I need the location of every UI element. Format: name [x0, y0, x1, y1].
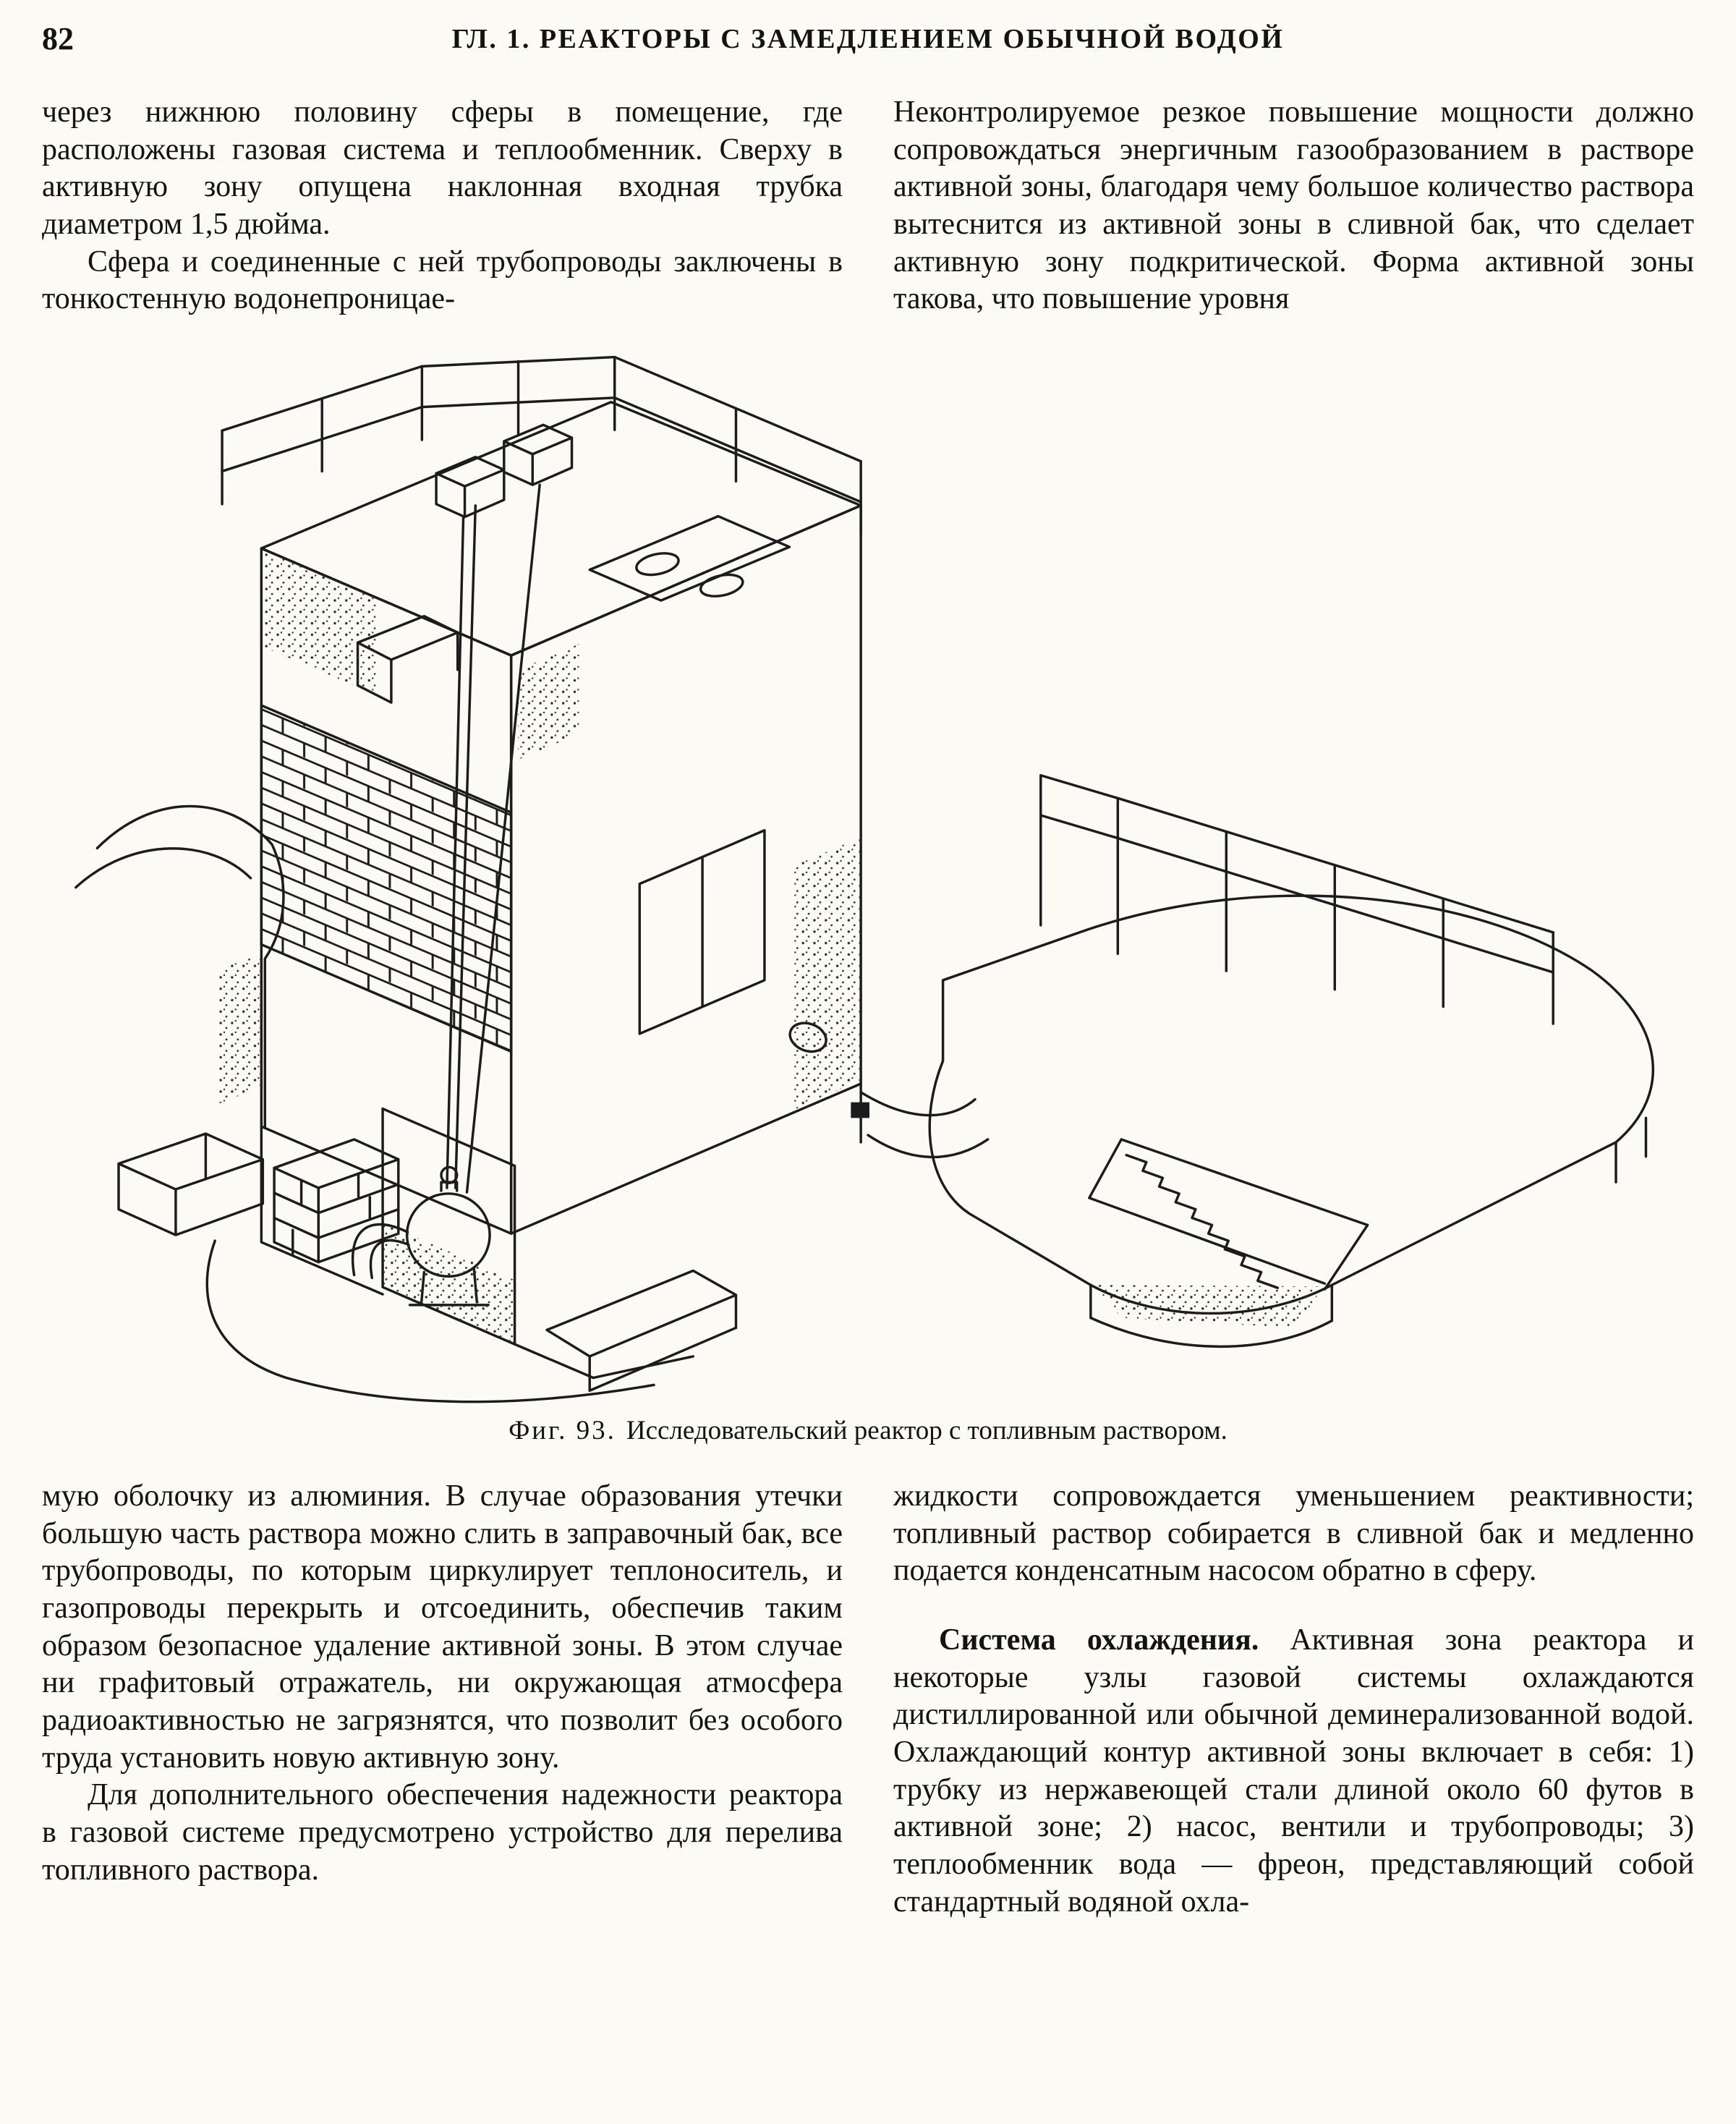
- top-left-column: [42, 94, 843, 318]
- paragraph: Для дополнительного обеспечения надежности реактора в газовой системе предусмотрено устройство для перелива топливного раствора.: [42, 1778, 843, 1887]
- paragraph-continuation: мую оболочку из алюминия. В случае образования утечки большую часть раствора можно слить в заправочный бак, все трубопроводы, по которым циркулирует теплоноситель, и газопроводы перекрыть и отсоединить, обеспечив таким образом безопасное удаление активной зоны. В этом случае ни графитовый отражатель, ни окружающая атмосфера радиоактивностью не загрязнятся, что позволит без особого труда установить новую активную зону.: [42, 1479, 843, 1775]
- bottom-text-columns: [42, 1478, 1694, 1921]
- paragraph-cooling-system: [893, 1622, 1694, 1921]
- paragraph-continuation: через нижнюю половину сферы в помещение, где расположены газовая система и теплообменник. Сверху в активную зону опущена наклонная входная трубка диаметром 1,5 дюйма.: [42, 95, 843, 241]
- bottom-left-column: [42, 1478, 843, 1921]
- figure-93: [42, 334, 1694, 1446]
- paragraph-body: Активная зона реактора и некоторые узлы газовой системы охлаждаются дистиллированной или обычной деминерализованной водой. Охлаждающий контур активной зоны включает в себя: 1) трубку из нержавеющей стали длиной около 60 футов в активной зоне; 2) насос, вентили и трубопроводы; 3) теплообменник вода — фреон, представляющий собой стандартный водяной охла-: [893, 1623, 1695, 1919]
- paragraph-lead: Система охлаждения.: [939, 1623, 1259, 1657]
- figure-caption: [42, 1415, 1694, 1446]
- figure-caption-label: Фиг. 93.: [509, 1415, 616, 1445]
- bottom-right-column: [893, 1478, 1694, 1921]
- paragraph: Сфера и соединенные с ней трубопроводы заключены в тонкостенную водонепроницае-: [42, 245, 843, 316]
- chapter-title: ГЛ. 1. РЕАКТОРЫ С ЗАМЕДЛЕНИЕМ ОБЫЧНОЙ ВОДОЙ: [451, 24, 1285, 54]
- paragraph-continuation: жидкости сопровождается уменьшением реактивности; топливный раствор собирается в сливной бак и медленно подается конденсатным насосом обратно в сферу.: [893, 1479, 1694, 1588]
- top-text-columns: [42, 94, 1694, 318]
- reactor-isometric-illustration: [43, 334, 1693, 1405]
- figure-caption-text: Исследовательский реактор с топливным раствором.: [626, 1415, 1227, 1445]
- page-header: [42, 19, 1694, 59]
- paragraph-continuation: Неконтролируемое резкое повышение мощности должно сопровождаться энергичным газообразованием в растворе активной зоны, благодаря чему большое количество раствора вытеснится из активной зоны в сливной бак, что сделает активную зону подкритической. Форма активной зоны такова, что повышение уровня: [893, 95, 1694, 316]
- top-right-column: [893, 94, 1694, 318]
- page-number: 82: [42, 21, 74, 56]
